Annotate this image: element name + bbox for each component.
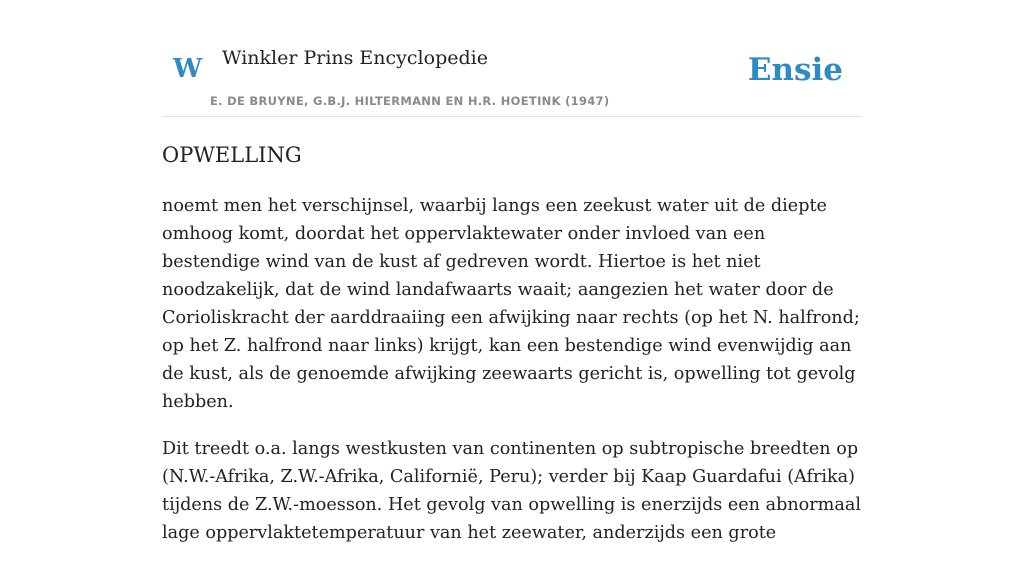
article-paragraph: noemt men het verschijnsel, waarbij langs een zeekust water uit de diepte omhoog komt, doordat het oppervlaktewater onder invloed van een bestendige wind van de kust af gedreven wordt. Hiertoe is het niet noodzakelijk, dat de wind landafwaarts waait; aangezien het water door de Corioliskracht der aarddraaiing een afwijking naar rechts (op het N. halfrond; op het Z. halfrond naar links) krijgt, kan een bestendige wind evenwijdig aan de kust, als de genoemde afwijking zeewaarts gericht is, opwelling tot gevolg hebben. [162,196,860,412]
page [162,0,862,543]
ensie-brand-link[interactable]: Ensie [747,52,843,88]
article-paragraph: Dit treedt o.a. langs westkusten van continenten op subtropische breedten op (N.W.-Afrika, Z.W.-Afrika, Californië, Peru); verder bij Kaap Guardafui (Afrika) tijdens de Z.W.-moesson. Het gevolg van opwelling is enerzijds een abnormaal lage oppervlaktetemperatuur van het zeewater, anderzijds een grote [162,439,861,543]
winkler-prins-logo-icon[interactable]: W [173,54,203,84]
site-title[interactable]: Winkler Prins Encyclopedie [222,47,488,69]
entry-title: OPWELLING [162,143,302,167]
site-header [162,0,862,117]
article-body [162,192,862,566]
authors-line: E. DE BRUYNE, G.B.J. HILTERMANN EN H.R. HOETINK (1947) [210,94,610,108]
